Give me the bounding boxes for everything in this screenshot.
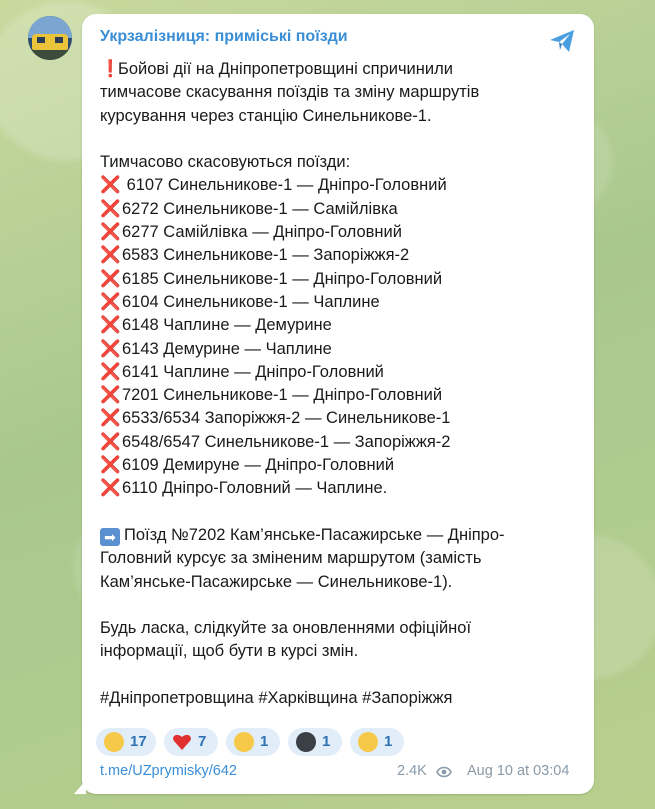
reaction-grin[interactable]: 1 (226, 728, 280, 756)
cancelled-train: ❌6533/6534 Запоріжжя-2 — Синельникове-1 (100, 407, 570, 430)
cancelled-train: ❌6109 Демируне — Дніпро-Головний (100, 454, 570, 477)
intro-line: тимчасове скасування поїздів та зміну маршрутів (100, 83, 480, 102)
cross-mark-icon: ❌ (100, 409, 121, 428)
intro-line: курсування через станцію Синельникове-1. (100, 106, 432, 125)
hashtags[interactable]: #Дніпропетровщина #Харківщина #Запоріжжя (100, 689, 453, 708)
channel-name[interactable]: Укрзалізниця: приміські поїзди (100, 28, 348, 45)
reaction-dark[interactable]: 1 (288, 728, 342, 756)
cancelled-train: ❌6148 Чаплине — Демурине (100, 314, 570, 337)
cancelled-train: ❌ 6107 Синельникове-1 — Дніпро-Головний (100, 174, 570, 197)
reroute-line: Кам’янське-Пасажирське — Синельникове-1). (100, 572, 453, 591)
cancel-heading: Тимчасово скасовуються поїзди: (100, 153, 351, 172)
avatar-ground (28, 50, 72, 60)
message-footer (100, 763, 576, 785)
red-heart-icon (172, 732, 192, 752)
cancelled-train: ❌6583 Синельникове-1 — Запоріжжя-2 (100, 244, 570, 267)
cancelled-train: ❌6104 Синельникове-1 — Чаплине (100, 291, 570, 314)
avatar-window (37, 37, 45, 43)
reroute-line: ➡ Поїзд №7202 Кам’янське-Пасажирське — Дніпро- (100, 524, 570, 547)
post-link[interactable]: t.me/UZprymisky/642 (100, 763, 237, 779)
reroute-line: Головний курсує за зміненим маршрутом (замість (100, 549, 482, 568)
cross-mark-icon: ❌ (100, 386, 121, 405)
message-bubble (82, 14, 594, 794)
cancelled-train: ❌6185 Синельникове-1 — Дніпро-Головний (100, 268, 570, 291)
cancelled-train: ❌6548/6547 Синельникове-1 — Запоріжжя-2 (100, 431, 570, 454)
message-text (100, 58, 570, 710)
cross-mark-icon: ❌ (100, 339, 121, 358)
cancelled-train: ❌6277 Самійлівка — Дніпро-Головний (100, 221, 570, 244)
channel-avatar[interactable] (28, 16, 72, 60)
eye-icon (436, 766, 452, 778)
cross-mark-icon: ❌ (100, 456, 121, 475)
cancelled-train: ❌6143 Демурине — Чаплине (100, 338, 570, 361)
cross-mark-icon: ❌ (100, 269, 121, 288)
exclamation-icon: ❗ (100, 60, 121, 78)
cross-mark-icon: ❌ (100, 199, 121, 218)
reaction-heart[interactable]: 7 (164, 728, 218, 756)
notice-line: інформації, щоб бути в курсі змін. (100, 642, 359, 661)
cancelled-train: ❌6110 Дніпро-Головний — Чаплине. (100, 477, 570, 500)
cross-mark-icon: ❌ (100, 246, 121, 265)
right-arrow-icon: ➡ (100, 528, 120, 546)
cancelled-train: ❌6272 Синельникове-1 — Самійлівка (100, 198, 570, 221)
cross-mark-icon: ❌ (100, 432, 121, 451)
cross-mark-icon: ❌ (100, 316, 121, 335)
view-count: 2.4K (397, 763, 427, 779)
avatar-window (55, 37, 63, 43)
cross-mark-icon: ❌ (100, 479, 121, 498)
sunglasses-face-icon (358, 732, 378, 752)
bubble-tail (74, 780, 86, 794)
cross-mark-icon: ❌ (100, 176, 121, 195)
cross-mark-icon: ❌ (100, 362, 121, 381)
notice-line: Будь ласка, слідкуйте за оновленнями офіційної (100, 619, 472, 638)
reaction-sunglasses[interactable]: 1 (350, 728, 404, 756)
grinning-face-icon (234, 732, 254, 752)
post-date: Aug 10 at 03:04 (467, 763, 570, 779)
dark-face-icon (296, 732, 316, 752)
reaction-crying[interactable]: 17 (96, 728, 156, 756)
cross-mark-icon: ❌ (100, 292, 121, 311)
intro-line: ❗Бойові дії на Дніпропетровщині спричинили (100, 58, 570, 81)
cancelled-train: ❌7201 Синельникове-1 — Дніпро-Головний (100, 384, 570, 407)
cross-mark-icon: ❌ (100, 223, 121, 242)
crying-face-icon (104, 732, 124, 752)
share-icon[interactable] (548, 28, 576, 54)
cancelled-train: ❌6141 Чаплине — Дніпро-Головний (100, 361, 570, 384)
